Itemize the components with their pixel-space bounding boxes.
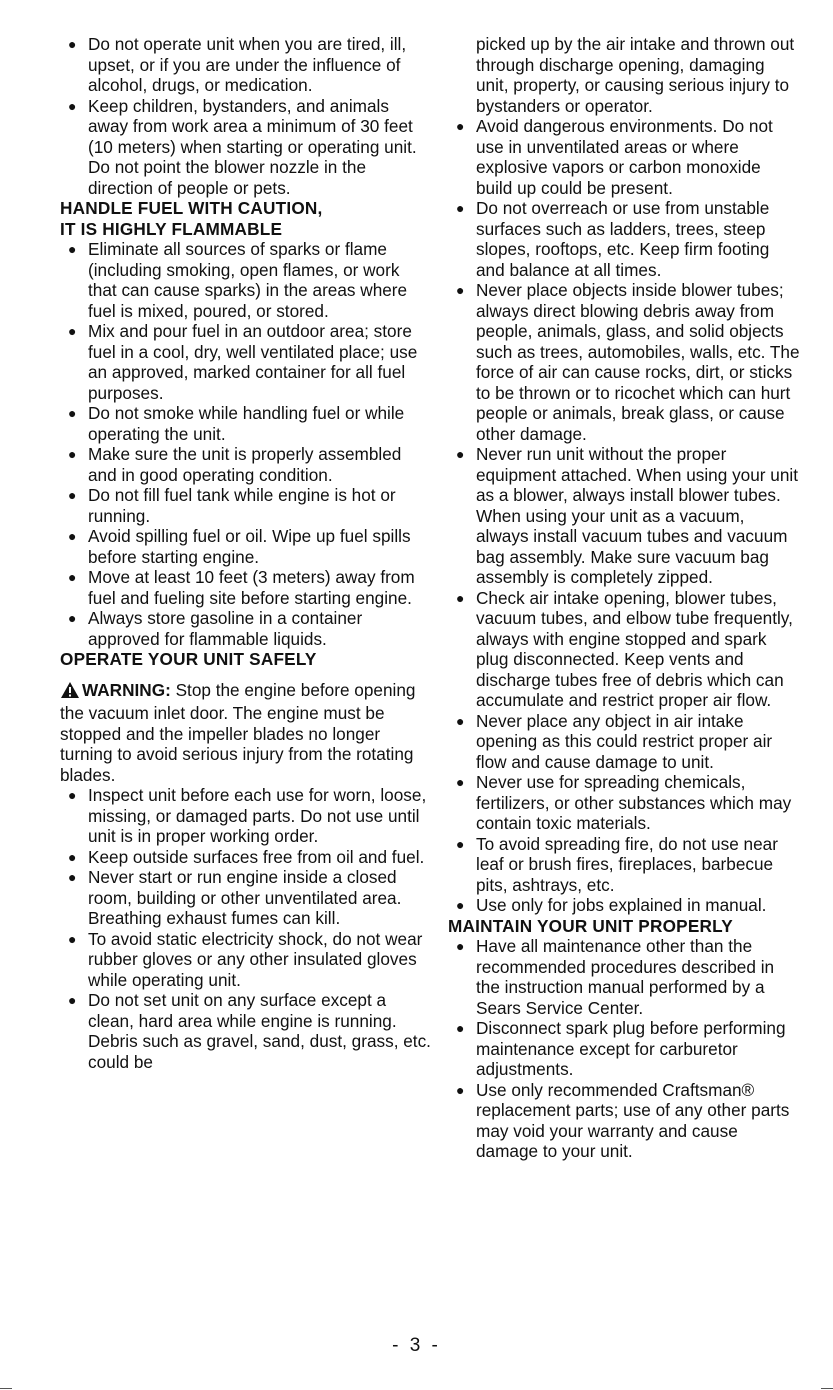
- corner-mark-left: [0, 1388, 12, 1389]
- list-item: ● Have all maintenance other than the recommended procedures described in the instruction manual performed by a Sears Service Center.: [456, 936, 775, 1018]
- list-item: ● To avoid static electricity shock, do not wear rubber gloves or any other insulated gloves while operating unit.: [68, 928, 423, 990]
- page-number: - 3 -: [392, 1335, 441, 1356]
- list-item: ● Never run unit without the proper equipment attached. When using your unit as a blower, always install blower tubes. When using your unit as a vacuum, always install vacuum tubes and vacuum bag assembly. Make sure vacuum bag assembly is completely zipped.: [456, 444, 798, 587]
- list-item: ● Avoid spilling fuel or oil. Wipe up fuel spills before starting engine.: [68, 526, 411, 567]
- list-item: ● Do not set unit on any surface except a clean, hard area while engine is running. Debris such as gravel, sand, dust, grass, etc. could be: [68, 990, 431, 1072]
- list-item: ● Do not fill fuel tank while engine is hot or running.: [68, 485, 396, 526]
- continuation-text: picked up by the air intake and thrown out through discharge opening, damaging unit, property, or causing serious injury to bystanders or operator.: [476, 34, 795, 116]
- section-heading-maintain: MAINTAIN YOUR UNIT PROPERLY: [448, 915, 733, 936]
- list-item: ● Disconnect spark plug before performing maintenance except for carburetor adjustments.: [456, 1018, 786, 1079]
- section-heading-fuel: HANDLE FUEL WITH CAUTION, IT IS HIGHLY FLAMMABLE: [60, 198, 323, 239]
- list-item: ● Keep outside surfaces free from oil and fuel.: [68, 846, 425, 867]
- list-item: ● Check air intake opening, blower tubes, vacuum tubes, and elbow tube frequently, always with engine stopped and spark plug disconnected. Keep vents and discharge tubes free of debris which can accumulate and restrict proper air flow.: [456, 587, 793, 710]
- list-item: ● Eliminate all sources of sparks or flame (including smoking, open flames, or work that can cause sparks) in the areas where fuel is mixed, poured, or stored.: [68, 239, 408, 321]
- section-heading-operate: OPERATE YOUR UNIT SAFELY: [60, 649, 317, 669]
- warning-text: Stop the engine before opening the vacuum inlet door. The engine must be stopped and the impeller blades no longer turning to avoid serious injury from the rotating blades.: [60, 679, 416, 785]
- list-item: ● Always store gasoline in a container approved for flammable liquids.: [68, 608, 363, 649]
- right-column: [448, 34, 800, 1162]
- list-item: ● Do not overreach or use from unstable surfaces such as ladders, trees, steep slopes, rooftops, etc. Keep firm footing and balance at all times.: [456, 198, 770, 280]
- list-item: ● Do not smoke while handling fuel or while operating the unit.: [68, 403, 405, 444]
- list-item: ● Make sure the unit is properly assembled and in good operating condition.: [68, 444, 402, 485]
- list-item: ● Mix and pour fuel in an outdoor area; store fuel in a cool, dry, well ventilated place; use an approved, marked container for all fuel purposes.: [68, 321, 418, 403]
- list-item: ● Do not operate unit when you are tired, ill, upset, or if you are under the influence of alcohol, drugs, or medication.: [68, 34, 407, 95]
- list-item: ● Keep children, bystanders, and animals away from work area a minimum of 30 feet (10 meters) when starting or operating unit. Do not point the blower nozzle in the direction of people or pets.: [68, 95, 417, 198]
- list-item: ● Never use for spreading chemicals, fertilizers, or other substances which may contain toxic materials.: [456, 772, 792, 833]
- warning-triangle-icon: [60, 681, 80, 704]
- corner-mark-right: [821, 1388, 833, 1389]
- list-item: ● To avoid spreading fire, do not use near leaf or brush fires, fireplaces, barbecue pits, ashtrays, etc.: [456, 833, 778, 895]
- list-item: ● Never start or run engine inside a closed room, building or other unventilated area. Breathing exhaust fumes can kill.: [68, 867, 402, 928]
- list-item: ● Avoid dangerous environments. Do not use in unventilated areas or where explosive vapors or carbon monoxide build up could be present.: [456, 116, 773, 198]
- warning-block: [60, 680, 432, 786]
- list-item: ● Never place any object in air intake opening as this could restrict proper air flow and cause damage to unit.: [456, 710, 773, 772]
- list-item: ● Never place objects inside blower tubes; always direct blowing debris away from people, animals, glass, and solid objects such as trees, automobiles, walls, etc. The force of air can cause rocks, dirt, or sticks to be thrown or to ricochet which can hurt people or animals, break glass, or cause other damage.: [456, 280, 800, 444]
- list-item: ● Use only recommended Craftsman® replacement parts; use of any other parts may void your warranty and cause damage to your unit.: [456, 1079, 790, 1161]
- list-item: ● Use only for jobs explained in manual.: [456, 895, 767, 915]
- list-item: ● Move at least 10 feet (3 meters) away from fuel and fueling site before starting engine.: [68, 567, 415, 608]
- list-item: ● Inspect unit before each use for worn, loose, missing, or damaged parts. Do not use until unit is in proper working order.: [68, 785, 427, 846]
- left-column: [60, 34, 432, 1072]
- warning-label: WARNING:: [82, 679, 171, 700]
